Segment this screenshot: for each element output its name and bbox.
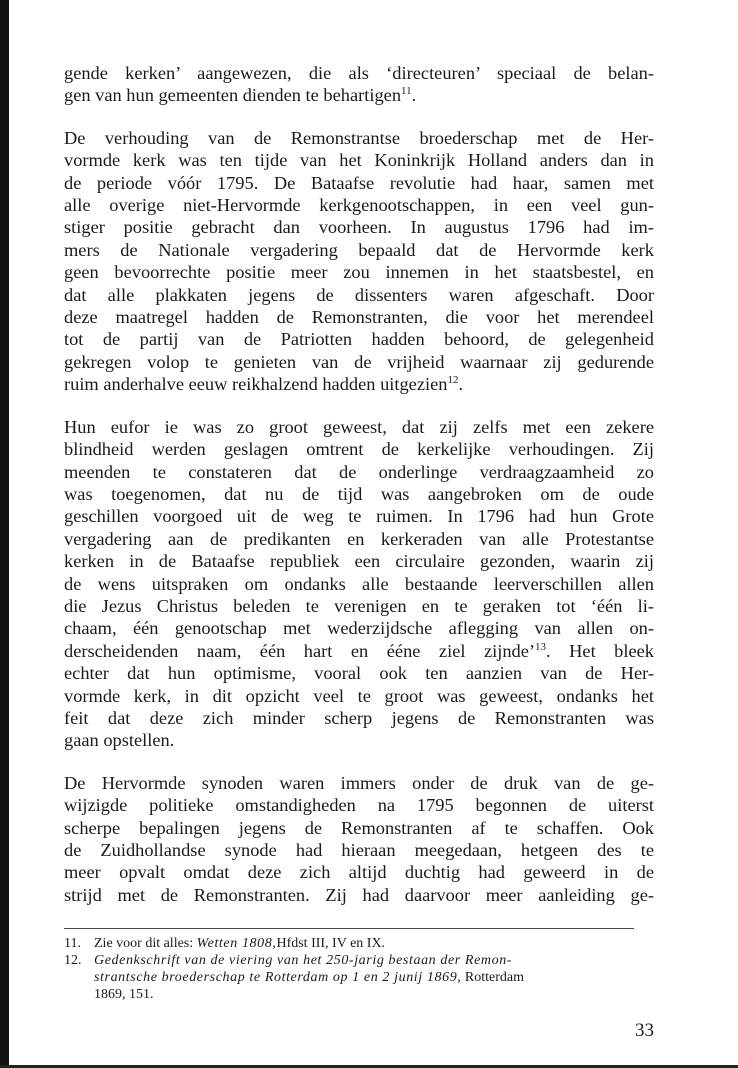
text-line: gekregen volop te genieten van de vrijheid waarnaar zij gedurende [64,351,654,372]
text-line: De verhouding van de Remonstrantse broederschap met de Her- [64,127,654,148]
text-line: stiger positie gebracht dan voorheen. In augustus 1796 had im- [64,217,654,238]
footnote-11 [64,935,654,952]
text-line: scherpe bepalingen jegens de Remonstranten af te schaffen. Ook [64,817,654,838]
paragraph-4 [64,772,654,906]
text-line: gaan opstellen. [64,730,175,751]
paragraph-3 [64,416,654,752]
text-line: gende kerken’ aangewezen, die als ‘directeuren’ speciaal de belan- [64,63,654,83]
paragraph-1 [64,62,654,107]
text-line: wijzigde politieke omstandigheden na 1795 begonnen de uiterst [64,795,654,816]
text-line: blindheid werden geslagen omtrent de kerkelijke verhoudingen. Zij [64,439,654,460]
text-line: strijd met de Remonstranten. Zij had daarvoor meer aanleiding ge- [64,884,654,905]
text-line: vormde kerk was ten tijde van het Koninkrijk Holland anders dan in [64,150,654,171]
text-line: de wens uitspraken om ondanks alle bestaande leerverschillen allen [64,573,654,594]
text-line: die Jezus Christus beleden te verenigen en te geraken tot ‘één li- [64,595,654,616]
footnote-ref-13[interactable]: 13 [535,640,547,653]
text-line: de periode vóór 1795. De Bataafse revolutie had haar, samen met [64,172,654,193]
text-line: mers de Nationale vergadering bepaald dat de Hervormde kerk [64,239,654,260]
page-body [64,62,654,926]
page-number: 33 [635,1020,654,1041]
footnote-12 [64,952,654,1003]
text-line: Hun eufor ie was zo groot geweest, dat zij zelfs met een zekere [64,416,654,437]
footnote-title: Gedenkschrift van de viering van het 250-jarig bestaan der Remon- [94,953,513,968]
text-line: tot de partij van de Patriotten hadden behoord, de gelegenheid [64,329,654,350]
text-line: gen van hun gemeenten dienden te behartigen$^{11}$. [64,85,417,106]
footnote-title: strantsche broederschap te Rotterdam op 1 en 2 junij 1869, [94,970,462,985]
footnote-number: 11. [64,936,81,951]
text-line: feit dat deze zich minder scherp jegens de Remonstranten was [64,707,654,728]
text-line: meer opvalt omdat deze zich altijd duchtig had geweerd in de [64,862,654,883]
text-line: meenden te constateren dat de onderlinge verdraagzaamheid zo [64,461,654,482]
footnote-ref-12[interactable]: 12 [447,374,459,387]
footnote-divider [64,928,634,929]
text-line: alle overige niet-Hervormde kerkgenootschappen, in een veel gun- [64,195,654,216]
footnotes [64,928,654,1003]
paragraph-2 [64,127,654,396]
text-line: dat alle plakkaten jegens de dissenters waren afgeschaft. Door [64,284,654,305]
footnote-ref-11[interactable]: 11 [401,85,412,98]
footnote-number: 12. [64,953,82,968]
footnote-text: Gedenkschrift van de viering van het 250-jarig bestaan der Remon- strantsche broederschap te Rotterdam op 1 en 2 junij 1869, Rotterdam 1869, 151. [94,953,524,1002]
text-line: derscheidenden naam, één hart en ééne ziel zijnde’$^{13}$. Het bleek [64,640,654,661]
footnote-title: Wetten 1808, [196,936,277,951]
footnote-text: Zie voor dit alles: Wetten 1808,Hfdst III, IV en IX. [94,936,386,951]
scan-left-border [0,0,9,1068]
text-line: deze maatregel hadden de Remonstranten, die voor het merendeel [64,307,654,328]
text-line: geschillen voorgoed uit de weg te ruimen. In 1796 had hun Grote [64,506,654,527]
text-line: vormde kerk, in dit opzicht veel te groot was geweest, ondanks het [64,685,654,706]
text-line: ruim anderhalve eeuw reikhalzend hadden uitgezien$^{12}$. [64,374,464,395]
text-line: geen bevoorrechte positie meer zou innemen in het staatsbestel, en [64,262,654,283]
text-line: kerken in de Bataafse republiek een circulaire gezonden, waarin zij [64,551,654,572]
text-line: vergadering aan de predikanten en kerkeraden van alle Protestantse [64,528,654,549]
text-line: de Zuidhollandse synode had hieraan meegedaan, hetgeen des te [64,840,654,860]
text-line: echter dat hun optimisme, vooral ook ten aanzien van de Her- [64,663,654,684]
text-line: De Hervormde synoden waren immers onder de druk van de ge- [64,772,654,793]
text-line: chaam, één genootschap met wederzijdsche aflegging van allen on- [64,618,654,639]
text-line: was toegenomen, dat nu de tijd was aangebroken om de oude [64,483,654,504]
